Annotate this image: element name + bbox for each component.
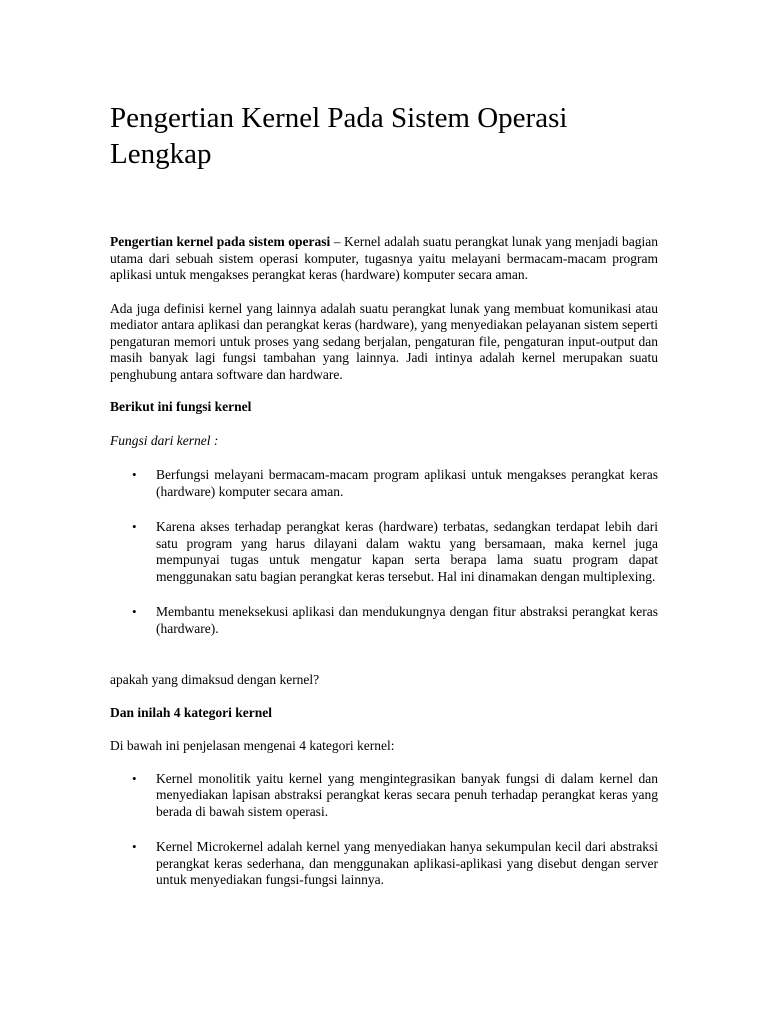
kategori-intro: Di bawah ini penjelasan mengenai 4 kategori kernel:	[110, 738, 395, 753]
intro-bold-term: Pengertian kernel pada sistem operasi	[110, 234, 331, 249]
bullet-icon: •	[132, 467, 137, 482]
bullet-icon: •	[132, 839, 137, 854]
list-item	[110, 467, 658, 500]
definition-paragraph: Ada juga definisi kernel yang lainnya adalah suatu perangkat lunak yang membuat komunikasi atau mediator antara aplikasi dan perangkat keras (hardware), yang menyediakan pelayanan sistem seperti pengaturan memori untuk proses yang sedang berjalan, pengaturan file, pengaturan input-output dan masih banyak lagi fungsi tambahan yang lainnya. Jadi intinya adalah kernel merupakan suatu penghubung antara software dan hardware.	[110, 300, 658, 382]
intro-text: – Kernel adalah suatu perangkat lunak yang menjadi bagian utama dari sebuah sistem operasi komputer, tugasnya yaitu melayani bermacam-macam program aplikasi untuk mengakses perangkat keras (hardware) komputer secara aman.	[110, 234, 658, 282]
bullet-icon: •	[132, 604, 137, 619]
list-item	[110, 604, 658, 637]
kategori-heading: Dan inilah 4 kategori kernel	[110, 704, 273, 720]
list-item-text: Kernel monolitik yaitu kernel yang mengintegrasikan banyak fungsi di dalam kernel dan menyediakan lapisan abstraksi perangkat keras secara penuh terhadap perangkat keras yang berada di bawah sistem operasi.	[156, 770, 658, 819]
list-item-text: Kernel Microkernel adalah kernel yang menyediakan hanya sekumpulan kecil dari abstraksi perangkat keras sederhana, dan menggunakan aplikasi-aplikasi yang disebut dengan server untuk menyediakan fungsi-fungsi lainnya.	[156, 839, 658, 887]
list-item	[110, 771, 658, 821]
bullet-icon: •	[132, 519, 137, 534]
bullet-icon: •	[132, 770, 137, 786]
fungsi-heading: Berikut ini fungsi kernel	[110, 399, 252, 414]
intro-paragraph	[110, 234, 658, 284]
question-text: apakah yang dimaksud dengan kernel?	[110, 672, 320, 687]
list-item	[110, 519, 658, 585]
fungsi-subheading: Fungsi dari kernel :	[110, 432, 219, 448]
list-item	[110, 839, 658, 889]
list-item-text: Karena akses terhadap perangkat keras (hardware) terbatas, sedangkan terdapat lebih dari satu program yang harus dilayani dalam waktu yang bersamaan, maka kernel juga mempunyai tugas untuk mengatur kapan serta berapa lama suatu program dapat menggunakan satu bagian perangkat keras tersebut. Hal ini dinamakan dengan multiplexing.	[156, 519, 658, 584]
kategori-list	[110, 771, 658, 889]
document-title: Pengertian Kernel Pada Sistem Operasi Lengkap	[110, 102, 568, 170]
list-item-text: Membantu meneksekusi aplikasi dan mendukungnya dengan fitur abstraksi perangkat keras (hardware).	[156, 604, 658, 636]
fungsi-list	[110, 467, 658, 637]
list-item-text: Berfungsi melayani bermacam-macam program aplikasi untuk mengakses perangkat keras (hardware) komputer secara aman.	[156, 467, 658, 499]
